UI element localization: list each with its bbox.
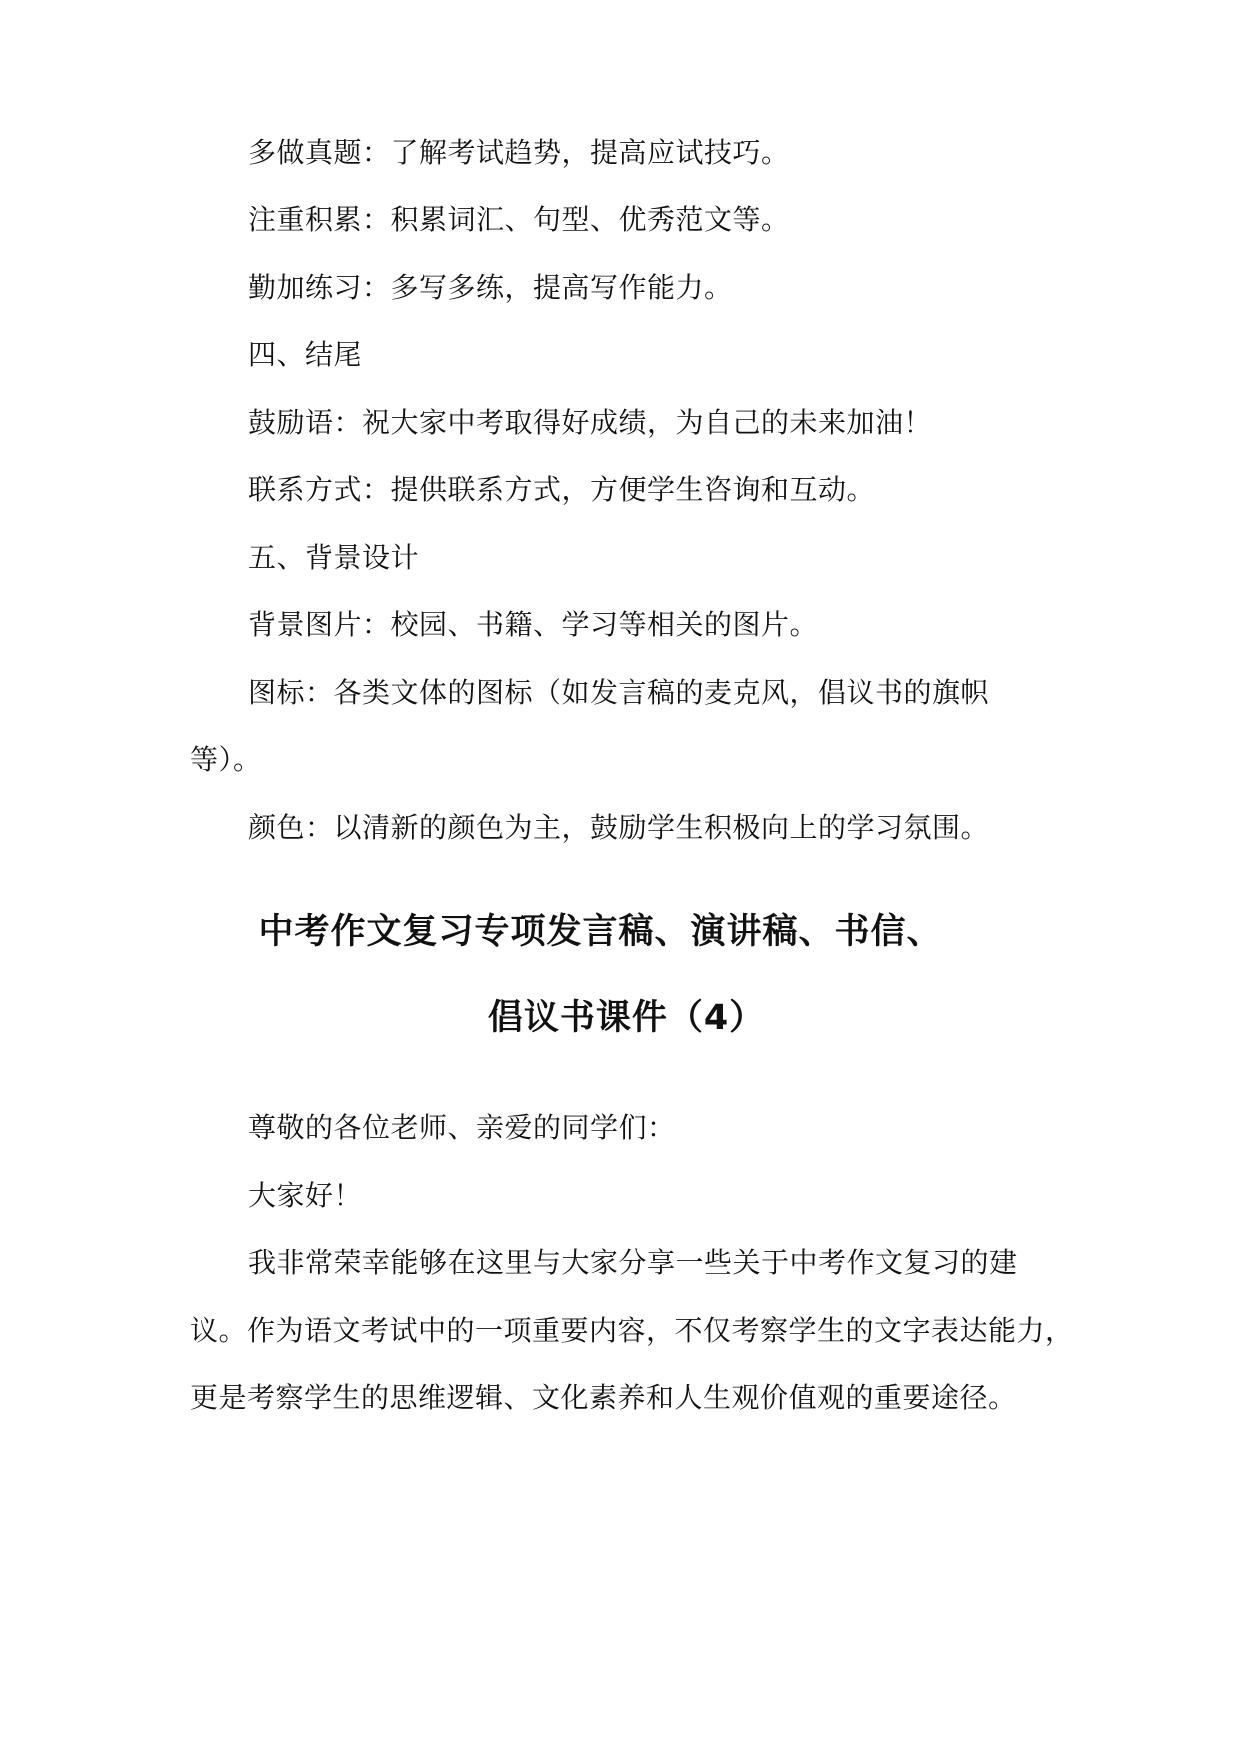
tip-practice: 勤加练习：多写多练，提高写作能力。 [248,271,733,304]
background-image-note: 背景图片：校园、书籍、学习等相关的图片。 [248,608,819,641]
section-heading-ending: 四、结尾 [248,338,363,371]
document-title-line2: 倡议书课件（4） [487,998,766,1038]
paragraph-line2: 议。作为语文考试中的一项重要内容，不仅考察学生的文字表达能力， [190,1314,1074,1347]
tip-real-exams: 多做真题：了解考试趋势，提高应试技巧。 [248,136,790,169]
ending-contact: 联系方式：提供联系方式，方便学生咨询和互动。 [248,473,876,506]
hello: 大家好！ [248,1179,363,1212]
paragraph-line3: 更是考察学生的思维逻辑、文化素养和人生观价值观的重要途径。 [190,1381,1017,1414]
section-heading-background: 五、背景设计 [248,541,420,574]
ending-encouragement: 鼓励语：祝大家中考取得好成绩，为自己的未来加油！ [248,406,933,439]
color-note: 颜色：以清新的颜色为主，鼓励学生积极向上的学习氛围。 [248,811,990,844]
paragraph-line1: 我非常荣幸能够在这里与大家分享一些关于中考作文复习的建 [248,1246,1018,1279]
greeting: 尊敬的各位老师、亲爱的同学们： [248,1111,676,1144]
tip-accumulate: 注重积累：积累词汇、句型、优秀范文等。 [248,203,790,236]
icon-note-line2: 等）。 [190,743,262,776]
icon-note-line1: 图标：各类文体的图标（如发言稿的麦克风，倡议书的旗帜 [248,676,990,709]
document-title-line1: 中考作文复习专项发言稿、演讲稿、书信、 [258,912,943,952]
